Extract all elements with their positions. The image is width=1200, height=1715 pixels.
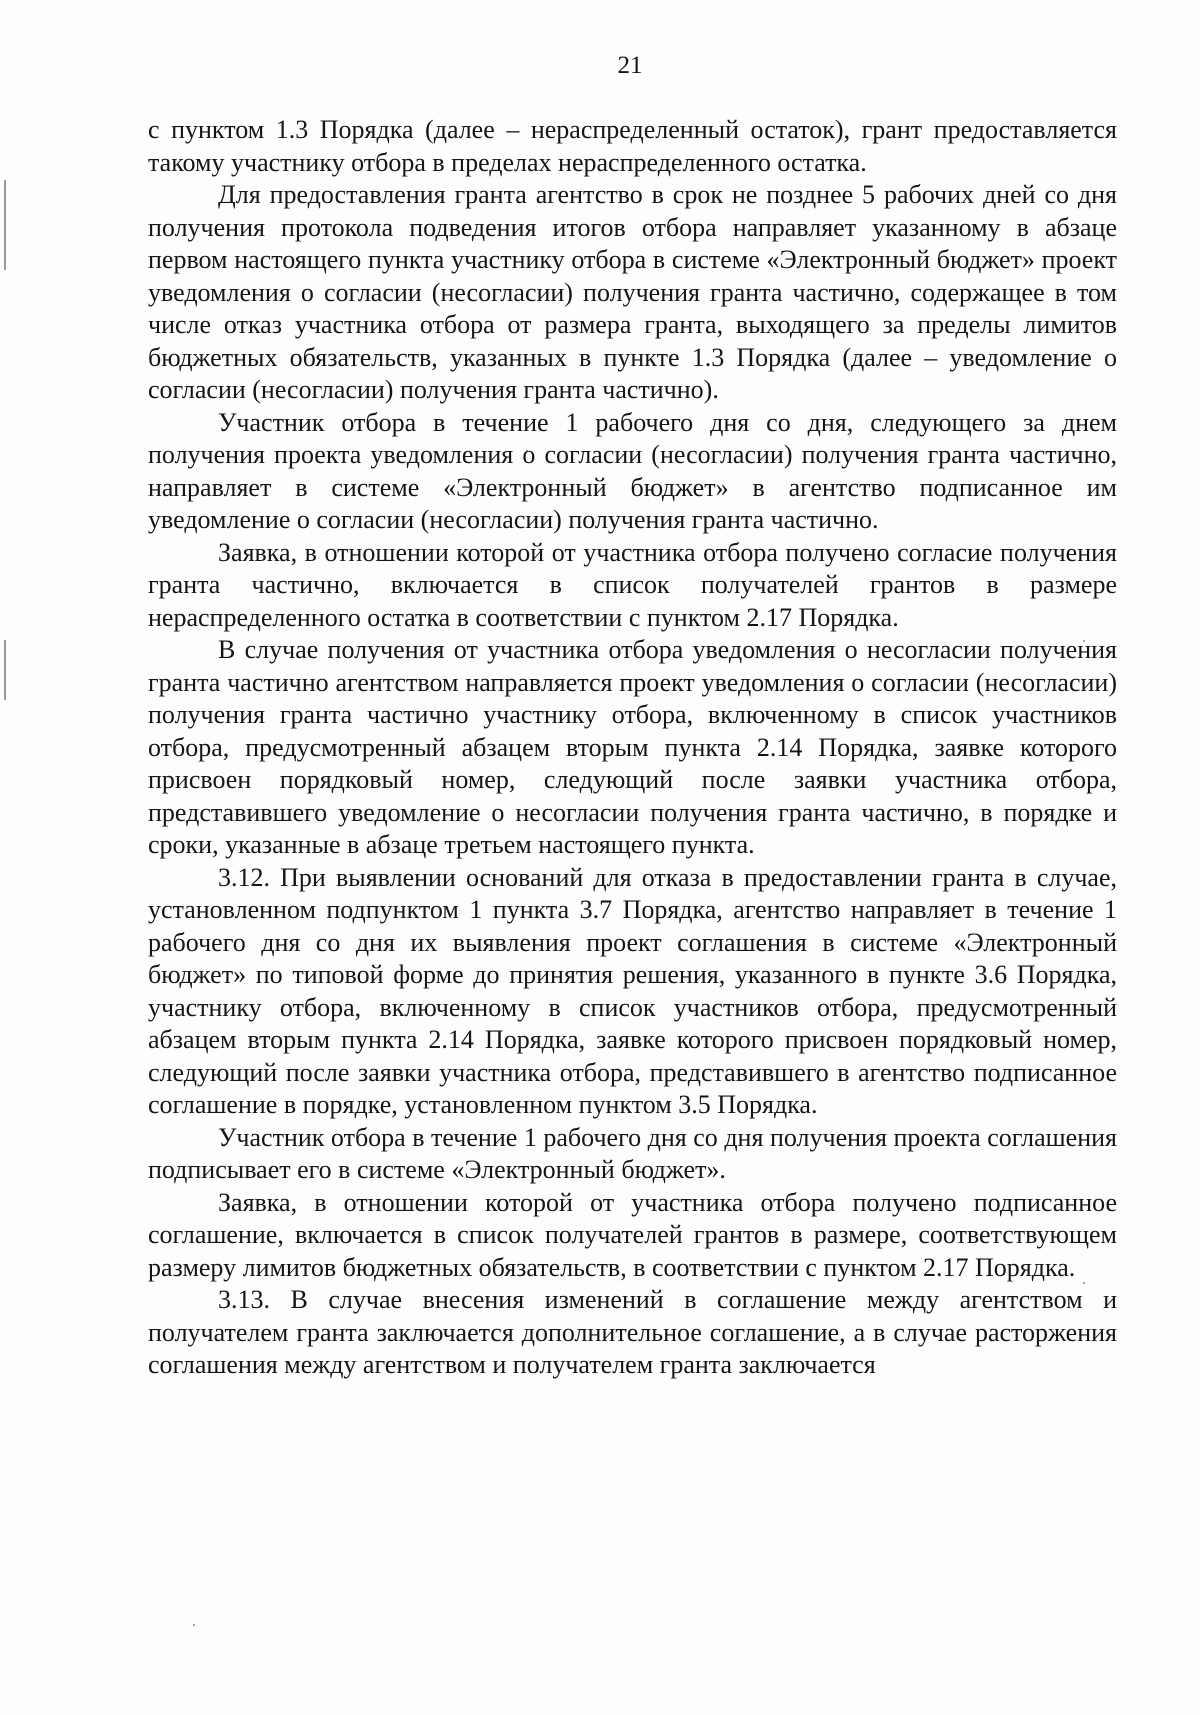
page-number: 21 xyxy=(617,52,643,79)
scan-speck xyxy=(193,1624,195,1626)
scan-edge-mark xyxy=(4,640,6,700)
paragraph: Участник отбора в течение 1 рабочего дня со дня получения проекта соглашения подписывает его в системе «Электронный бюджет». xyxy=(148,1122,1117,1184)
paragraph: Заявка, в отношении которой от участника отбора получено подписанное соглашение, включается в список получателей грантов в размере, соответствующем размеру лимитов бюджетных обязательств, в соответствии с пунктом 2.17 Порядка. xyxy=(148,1187,1117,1282)
paragraph: В случае получения от участника отбора уведомления о несогласии получения гранта частично агентством направляется проект уведомления о согласии (несогласии) получения гранта частично участнику отбора, включенному в список участников отбора, предусмотренный абзацем вторым пункта 2.14 Порядка, заявке которого присвоен порядковый номер, следующий после заявки участника отбора, представившего уведомление о несогласии получения гранта частично, в порядке и сроки, указанные в абзаце третьем настоящего пункта. xyxy=(148,635,1117,859)
paragraph: Участник отбора в течение 1 рабочего дня со дня, следующего за днем получения проекта уведомления о согласии (несогласии) получения гранта частично, направляет в системе «Электронный бюджет» в агентство подписанное им уведомление о согласии (несогласии) получения гранта частично. xyxy=(148,407,1117,534)
paragraph-section-3-13: 3.13. В случае внесения изменений в соглашение между агентством и получателем гранта заключается дополнительное соглашение, а в случае расторжения соглашения между агентством и получателем гранта заключается xyxy=(148,1285,1117,1379)
paragraph-continuation: с пунктом 1.3 Порядка (далее – нераспределенный остаток), грант предоставляется такому участнику отбора в пределах нераспределенного остатка. xyxy=(148,115,1117,177)
paragraph-section-3-12: 3.12. При выявлении оснований для отказа в предоставлении гранта в случае, установленном подпунктом 1 пункта 3.7 Порядка, агентство направляет в течение 1 рабочего дня со дня их выявления проект соглашения в системе «Электронный бюджет» по типовой форме до принятия решения, указанного в пункте 3.6 Порядка, участнику отбора, включенному в список участников отбора, предусмотренный абзацем вторым пункта 2.14 Порядка, заявке которого присвоен порядковый номер, следующий после заявки участника отбора, представившего в агентство подписанное соглашение в порядке, установленном пунктом 3.5 Порядка. xyxy=(148,862,1117,1119)
document-text xyxy=(148,114,1117,1382)
paragraph: Для предоставления гранта агентство в срок не позднее 5 рабочих дней со дня получения протокола подведения итогов отбора направляет указанному в абзаце первом настоящего пункта участнику отбора в системе «Электронный бюджет» проект уведомления о согласии (несогласии) получения гранта частично, содержащее в том числе отказ участника отбора от размера гранта, выходящего за пределы лимитов бюджетных обязательств, указанных в пункте 1.3 Порядка (далее – уведомление о согласии (несогласии) получения гранта частично). xyxy=(148,180,1117,404)
scan-edge-mark xyxy=(4,180,6,270)
paragraph: Заявка, в отношении которой от участника отбора получено согласие получения гранта частично, включается в список получателей грантов в размере нераспределенного остатка в соответствии с пунктом 2.17 Порядка. xyxy=(148,537,1117,632)
